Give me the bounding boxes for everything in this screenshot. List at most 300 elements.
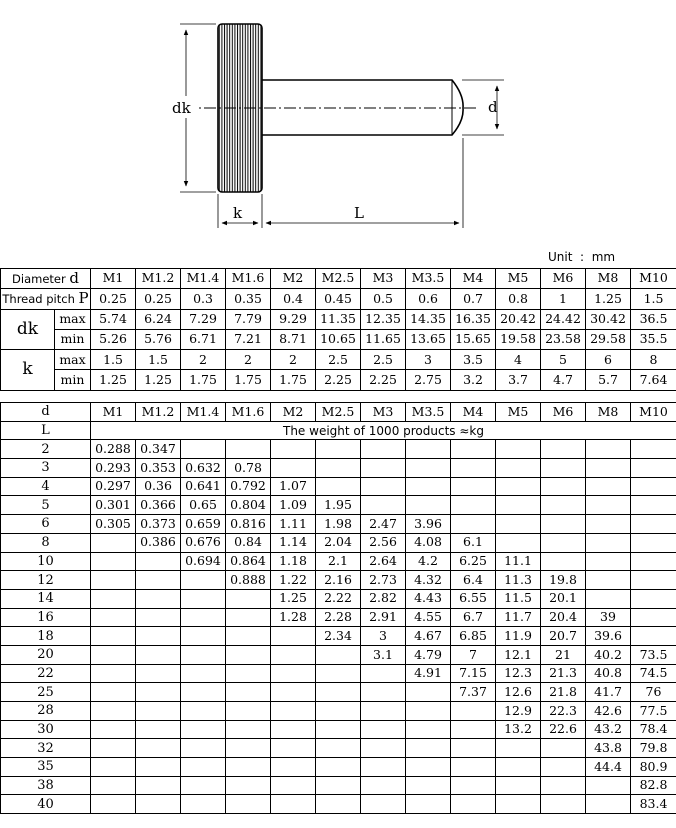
weight-row [1,533,676,552]
weight-cell [541,440,586,459]
weight-cell [541,739,586,758]
weight-size-header: M1.6 [226,403,271,422]
weight-cell [451,496,496,515]
weight-cell [316,459,361,478]
weight-cell: 6.4 [451,571,496,590]
weight-cell [586,440,631,459]
weight-cell [361,776,406,795]
weight-cell [361,739,406,758]
spec-cell: 4 [496,350,541,370]
spec-cell: 20.42 [496,309,541,329]
weight-cell [451,459,496,478]
weight-cell [496,459,541,478]
spec-cell: 6.71 [181,329,226,349]
weight-cell: 78.4 [631,720,676,739]
spec-cell: 1 [541,289,586,309]
weight-cell [91,627,136,646]
weight-cell [181,776,226,795]
weight-row [1,477,676,496]
weight-size-header: M10 [631,403,676,422]
spec-cell: 2.75 [406,370,451,390]
spec-cell: 0.45 [316,289,361,309]
length-value: 10 [1,552,91,571]
length-value: 30 [1,720,91,739]
weight-cell [451,739,496,758]
weight-cell: 0.347 [136,440,181,459]
spec-row [1,269,676,289]
weight-cell: 7.15 [451,664,496,683]
length-value: 16 [1,608,91,627]
length-value: 32 [1,739,91,758]
weight-header-row [1,403,676,422]
weight-cell [586,477,631,496]
weight-cell [271,440,316,459]
weight-cell [406,683,451,702]
weight-cell: 4.67 [406,627,451,646]
spec-sub-label: min [55,329,91,349]
spec-cell: 1.25 [136,370,181,390]
weight-cell: 0.804 [226,496,271,515]
dk-label: dk [172,99,191,117]
length-value: 35 [1,758,91,777]
weight-cell: 6.55 [451,589,496,608]
spec-cell: M8 [586,269,631,289]
weight-cell: 0.293 [91,459,136,478]
weight-cell: 7 [451,645,496,664]
weight-cell: 41.7 [586,683,631,702]
weight-cell: 44.4 [586,758,631,777]
spec-cell: 4.7 [541,370,586,390]
weight-cell [361,496,406,515]
screw-dimension-drawing [0,0,676,250]
weight-cell [316,758,361,777]
weight-size-header: M8 [586,403,631,422]
weight-cell [316,739,361,758]
weight-cell [181,608,226,627]
weight-cell [136,720,181,739]
weight-cell: 76 [631,683,676,702]
length-value: 40 [1,795,91,814]
weight-cell: 4.91 [406,664,451,683]
weight-cell [181,440,226,459]
weight-cell [631,515,676,534]
weight-cell [586,589,631,608]
weight-cell [226,645,271,664]
weight-cell [226,776,271,795]
weight-cell [541,533,586,552]
weight-cell: 13.2 [496,720,541,739]
weight-cell: 11.7 [496,608,541,627]
weight-cell [271,720,316,739]
spec-row [1,309,676,329]
spec-row-symbol: d [69,269,79,288]
spec-cell: M4 [451,269,496,289]
weight-cell [181,702,226,721]
spec-cell: 0.4 [271,289,316,309]
spec-cell: 5.74 [91,309,136,329]
spec-row-label: Thread pitch [2,292,75,307]
weight-cell [91,758,136,777]
spec-cell: 16.35 [451,309,496,329]
spec-cell: 7.21 [226,329,271,349]
weight-cell [136,645,181,664]
weight-cell [586,459,631,478]
weight-cell: 4.2 [406,552,451,571]
weight-cell [226,589,271,608]
weight-row [1,571,676,590]
spec-row-header [1,269,91,289]
spec-cell: M3 [361,269,406,289]
weight-cell [451,776,496,795]
weight-cell: 2.16 [316,571,361,590]
weight-cell: 0.659 [181,515,226,534]
weight-cell [226,683,271,702]
weight-cell [361,758,406,777]
length-value: 4 [1,477,91,496]
weight-cell [496,533,541,552]
length-value: 25 [1,683,91,702]
spec-cell: 1.25 [91,370,136,390]
weight-size-header: M5 [496,403,541,422]
weight-cell: 0.632 [181,459,226,478]
weight-cell [181,664,226,683]
spec-cell: 36.5 [631,309,676,329]
weight-cell [136,627,181,646]
weight-cell [181,739,226,758]
weight-cell [271,664,316,683]
weight-cell: 1.07 [271,477,316,496]
weight-cell: 4.79 [406,645,451,664]
spec-cell: 3 [406,350,451,370]
weight-size-header: M1.4 [181,403,226,422]
weight-cell: 0.792 [226,477,271,496]
weight-cell [406,702,451,721]
weight-cell [91,533,136,552]
weight-cell [181,720,226,739]
weight-cell: 0.305 [91,515,136,534]
weight-cell [631,477,676,496]
weight-cell: 0.373 [136,515,181,534]
spec-cell: M1 [91,269,136,289]
weight-cell [361,440,406,459]
weight-cell: 4.08 [406,533,451,552]
spec-cell: 2.5 [361,350,406,370]
weight-row [1,515,676,534]
weight-cell: 1.14 [271,533,316,552]
spec-cell: M2.5 [316,269,361,289]
spec-cell: 15.65 [451,329,496,349]
weight-cell: 39 [586,608,631,627]
weight-cell [361,720,406,739]
weight-cell [406,496,451,515]
weight-cell [631,533,676,552]
spec-row-header [1,289,91,309]
weight-cell: 3 [361,627,406,646]
spec-cell: 3.7 [496,370,541,390]
weight-cell: 77.5 [631,702,676,721]
weight-cell: 0.816 [226,515,271,534]
weight-cell [451,515,496,534]
weight-cell: 43.2 [586,720,631,739]
weight-row [1,739,676,758]
weight-caption-row [1,421,676,440]
k-label: k [233,204,243,222]
length-value: 12 [1,571,91,590]
spec-cell: 1.75 [271,370,316,390]
weight-cell [181,589,226,608]
weight-cell [541,776,586,795]
spec-cell: M2 [271,269,316,289]
weight-cell [496,440,541,459]
spec-cell: 29.58 [586,329,631,349]
weight-cell: 2.1 [316,552,361,571]
weight-cell: 74.5 [631,664,676,683]
weight-cell [136,552,181,571]
weight-cell: 0.888 [226,571,271,590]
spec-cell: M3.5 [406,269,451,289]
weight-cell: 4.43 [406,589,451,608]
spec-cell: 1.75 [181,370,226,390]
weight-cell [451,702,496,721]
spec-cell: 35.5 [631,329,676,349]
spec-cell: 30.42 [586,309,631,329]
length-value: 3 [1,459,91,478]
weight-cell [631,627,676,646]
spec-cell: M1.4 [181,269,226,289]
weight-cell [316,645,361,664]
weight-cell [316,702,361,721]
weight-cell [226,758,271,777]
weight-cell [136,702,181,721]
weight-cell [586,515,631,534]
weight-cell [316,683,361,702]
weight-cell: 0.694 [181,552,226,571]
weight-cell [91,739,136,758]
weight-header-symbol: d [1,403,91,422]
length-value: 2 [1,440,91,459]
weight-cell [541,795,586,814]
weight-cell: 73.5 [631,645,676,664]
weight-cell [136,683,181,702]
weight-row [1,645,676,664]
weight-cell [136,589,181,608]
weight-size-header: M6 [541,403,586,422]
weight-cell: 0.288 [91,440,136,459]
spec-cell: 5.26 [91,329,136,349]
weight-cell: 82.8 [631,776,676,795]
weight-cell [271,459,316,478]
weight-cell: 2.91 [361,608,406,627]
spec-group-label: dk [1,309,55,350]
weight-cell [316,720,361,739]
spec-cell: 13.65 [406,329,451,349]
spec-cell: 9.29 [271,309,316,329]
weight-cell: 0.297 [91,477,136,496]
weight-cell: 2.34 [316,627,361,646]
weight-cell: 0.386 [136,533,181,552]
weight-cell: 43.8 [586,739,631,758]
weight-cell [91,776,136,795]
weight-cell: 0.78 [226,459,271,478]
weight-cell [226,627,271,646]
spec-cell: 12.35 [361,309,406,329]
spec-cell: 0.3 [181,289,226,309]
weight-cell: 12.6 [496,683,541,702]
length-value: 5 [1,496,91,515]
weight-size-header: M2 [271,403,316,422]
spec-cell: 14.35 [406,309,451,329]
weight-cell [91,664,136,683]
weight-cell [586,533,631,552]
weight-row [1,702,676,721]
weight-cell: 0.676 [181,533,226,552]
weight-cell [316,664,361,683]
weight-cell: 6.85 [451,627,496,646]
weight-cell [136,776,181,795]
weight-cell [631,459,676,478]
length-value: 20 [1,645,91,664]
weight-cell [406,795,451,814]
spec-cell: 23.58 [541,329,586,349]
weight-cell: 12.3 [496,664,541,683]
weight-row [1,776,676,795]
weight-cell [271,795,316,814]
l-dimension [266,138,463,228]
weight-cell: 40.2 [586,645,631,664]
weight-cell: 21 [541,645,586,664]
weight-cell [91,571,136,590]
weight-cell: 39.6 [586,627,631,646]
weight-cell [316,795,361,814]
weight-cell [451,795,496,814]
spec-cell: 11.65 [361,329,406,349]
weight-cell [181,627,226,646]
weight-cell: 0.301 [91,496,136,515]
spec-cell: 24.42 [541,309,586,329]
weight-cell [91,645,136,664]
weight-size-header: M3.5 [406,403,451,422]
weight-table [0,402,676,814]
weight-cell: 2.64 [361,552,406,571]
weight-cell [271,645,316,664]
weight-cell [271,758,316,777]
weight-cell [361,459,406,478]
spec-row [1,329,676,349]
weight-cell: 2.73 [361,571,406,590]
weight-cell [496,496,541,515]
spec-cell: 2 [181,350,226,370]
spec-cell: 19.58 [496,329,541,349]
weight-row [1,608,676,627]
weight-cell [136,608,181,627]
weight-cell: 7.37 [451,683,496,702]
weight-cell: 2.56 [361,533,406,552]
spec-cell: 2 [226,350,271,370]
d-label: d [488,98,498,116]
weight-cell [406,758,451,777]
weight-cell: 0.84 [226,533,271,552]
weight-row [1,459,676,478]
weight-cell [181,758,226,777]
weight-cell [136,571,181,590]
spec-cell: 0.25 [91,289,136,309]
weight-cell [451,758,496,777]
weight-cell [541,496,586,515]
weight-cell: 2.47 [361,515,406,534]
weight-cell [316,440,361,459]
weight-cell [586,552,631,571]
weight-caption: The weight of 1000 products ≈kg [91,421,676,440]
spec-cell: 0.7 [451,289,496,309]
spec-cell: 1.5 [91,350,136,370]
weight-cell: 11.9 [496,627,541,646]
weight-cell: 1.18 [271,552,316,571]
weight-cell [91,702,136,721]
weight-row [1,589,676,608]
spec-cell: 1.5 [136,350,181,370]
spec-cell: 5 [541,350,586,370]
weight-cell: 1.11 [271,515,316,534]
weight-cell [91,589,136,608]
weight-cell [406,720,451,739]
spec-cell: 1.75 [226,370,271,390]
weight-cell: 11.5 [496,589,541,608]
weight-size-header: M3 [361,403,406,422]
weight-cell [226,795,271,814]
weight-cell [316,477,361,496]
weight-cell [631,571,676,590]
weight-cell [271,776,316,795]
weight-cell [541,459,586,478]
weight-cell: 19.8 [541,571,586,590]
weight-cell [541,552,586,571]
weight-size-header: M2.5 [316,403,361,422]
spec-cell: 2.25 [361,370,406,390]
weight-cell: 4.55 [406,608,451,627]
weight-cell [406,776,451,795]
weight-cell: 1.09 [271,496,316,515]
spec-sub-label: min [55,370,91,390]
weight-cell [181,683,226,702]
weight-cell [271,683,316,702]
weight-cell: 20.4 [541,608,586,627]
spec-cell: 6.24 [136,309,181,329]
spec-row [1,350,676,370]
weight-size-header: M1.2 [136,403,181,422]
weight-cell [226,702,271,721]
weight-cell: 40.8 [586,664,631,683]
weight-cell [631,440,676,459]
weight-cell [136,758,181,777]
spec-row [1,370,676,390]
weight-cell [451,720,496,739]
weight-cell [631,608,676,627]
length-value: 14 [1,589,91,608]
spec-cell: 8 [631,350,676,370]
spec-cell: 2.5 [316,350,361,370]
weight-cell [586,496,631,515]
spec-cell: M1.6 [226,269,271,289]
weight-cell [181,795,226,814]
spec-cell: 0.5 [361,289,406,309]
weight-row [1,664,676,683]
weight-cell: 20.7 [541,627,586,646]
weight-row [1,758,676,777]
weight-cell [361,702,406,721]
weight-cell [271,702,316,721]
weight-cell [136,664,181,683]
weight-cell [136,739,181,758]
